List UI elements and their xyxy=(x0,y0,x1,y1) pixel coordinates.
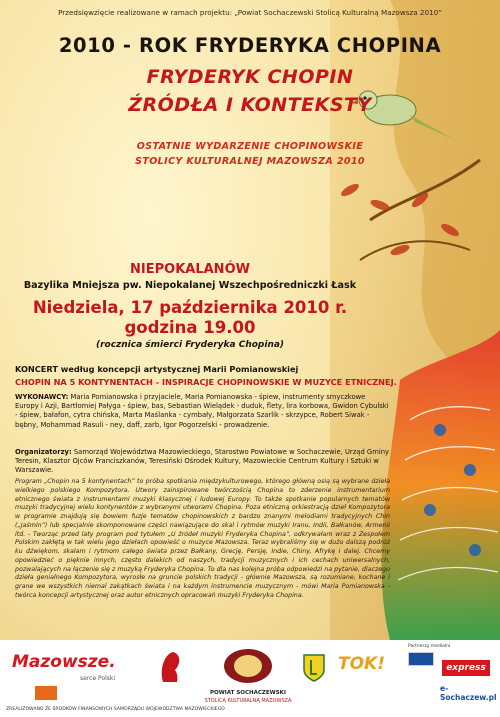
powiat-text: POWIAT SOCHACZEWSKI xyxy=(210,690,286,696)
concert-line2: CHOPIN NA 5 KONTYNENTACH - INSPIRACJE CHOPINOWSKIE W MUZYCE ETNICZNEJ. xyxy=(15,377,397,387)
powiat-crest-icon xyxy=(220,646,276,686)
event-anniversary: (rocznica śmierci Fryderyka Chopina) xyxy=(95,340,285,350)
funding-note: ZREALIZOWANO ZE ŚRODKÓW FINANSOWYCH SAMORZĄDU WOJEWÓDZTWA MAZOWIECKIEGO xyxy=(6,707,225,712)
subtitle-line1: OSTATNIE WYDARZENIE CHOPINOWSKIE xyxy=(136,141,364,152)
media-partner-logo xyxy=(408,652,434,666)
mazowsze-logo: Mazowsze. xyxy=(12,652,116,672)
performers-label: WYKONAWCY: xyxy=(15,393,69,401)
event-place: NIEPOKALANÓW xyxy=(130,262,250,277)
event-church: Bazylika Mniejsza pw. Niepokalanej Wszechpośredniczki Łask xyxy=(23,280,357,291)
performers-text: Maria Pomianowska i przyjaciele, Maria Pomianowska - śpiew, instrumenty smyczkowe Europy i Azji, Bartłomiej Pałyga - śpiew, bas, Sebastian Wielądek - duduk, flety, lira korbowa, Gwidon Cybulski - śpiew, bałafon, cytra chińska, Marta Maślanka - cymbały, Małgorzata Szarlik - skrzypce, Robert Siwak - bębny, Mohammad Rasuli - ney, daff, zarb, Igor Pogorzelski - prowadzenie. xyxy=(15,393,389,429)
title-sources: ŹRÓDŁA I KONTEKSTY xyxy=(128,94,372,116)
organizers-label: Organizatorzy: xyxy=(15,448,72,456)
tok-logo: TOK! xyxy=(338,654,385,674)
organizers-text: Samorząd Województwa Mazowieckiego, Starostwo Powiatowe w Sochaczewie, Urząd Gminy Teresin, Klasztor Ojców Franciszkanów, Teresiński Ośrodek Kultury, Mazowieckie Centrum Kultury i Sztuki w Warszawie. xyxy=(15,448,390,475)
event-time: godzina 19.00 xyxy=(124,318,256,337)
main-title: 2010 - ROK FRYDERYKA CHOPINA xyxy=(58,34,442,57)
serce-polski-text: serce Polski xyxy=(80,675,116,682)
program-description: Program „Chopin na 5 kontynentach” to próba spotkania międzykulturowego, którego główną osią są wybrane dzieła wielkiego polskiego Kompozytora. Utwory zainspirowane twórczością Chopina to zderzenie instrumentarium etnicznego świata z instrumentami muzyki klasycznej i ludowej Europy. To także spotkanie popularnych tematów muzyki tradycyjnej wielu kontynentów z wybranymi utworami Chopina. Poza etniczną orkiestracją dzieł Kompozytora w programie znajdują się bowiem fuzje tematów chopinowskich z bardzo znanymi melodiami tradycyjnych Chin („Jaśmin”) lub specjalnie skomponowane części nawiązujące do skal i rytmów muzyki Iranu, Indii, Bałkanów, Armenii itd. - Tworząc przed laty program pod tytułem „U źródeł muzyki Fryderyka Chopina”, odkrywałam wraz z Zespołem Polskim zakłętą w tak wielu jego dziełach opowieść o muzyce Mazowsza. Teraz wybraliśmy się w dużo dalszą podróż ku dźwiękom, skalam i rytmom całego świata przez Bałkany, Grecję, Persję, Indie, Chiny, Afrykę i dalej. Chcemy opowiedzieć o pięknie innych, często dalekich od naszych, tradycji muzycznych i ich cechach uniwersalnych, pozwalających na łączenie się z muzyką Fryderyka Chopina. To dla nas kolejna próba odpowiedzi na pytanie, dlaczego dzieła genialnego Kompozytora, wyrosłe na gruncie polskich tradycji - głównie Mazowsza, są rozumiane, kochane i grane we wszystkich niemal zakątkach świata i na każdym instrumencie muzycznym - mówi Maria Pomianowska - twórca koncepcji artystycznej oraz autor etnicznych opracowań muzyki Fryderyka Chopina. xyxy=(15,478,390,599)
title-chopin: FRYDERYK CHOPIN xyxy=(146,66,354,88)
esochaczew-logo: e-Sochaczew.pl xyxy=(440,684,497,702)
chopin-silhouette-icon xyxy=(155,648,185,684)
teresin-crest-icon xyxy=(303,654,325,682)
organizers xyxy=(15,448,390,476)
express-logo: express xyxy=(442,660,490,676)
event-date: Niedziela, 17 października 2010 r. xyxy=(32,298,348,317)
subtitle-line2: STOLICY KULTURALNEJ MAZOWSZA 2010 xyxy=(135,156,365,167)
sponsor-footer xyxy=(0,640,500,717)
stolica-text: STOLICĄ KULTURALNĄ MAZOWSZA xyxy=(204,698,292,704)
performers xyxy=(15,393,390,430)
partners-label: Partnerzy medialni xyxy=(408,644,451,649)
project-line: Przedsięwzięcie realizowane w ramach projektu: „Powiat Sochaczewski Stolicą Kulturalną Mazowsza 2010” xyxy=(58,8,442,17)
institution-logo xyxy=(35,686,57,700)
concert-line1: KONCERT według koncepcji artystycznej Marii Pomianowskiej xyxy=(15,364,299,374)
